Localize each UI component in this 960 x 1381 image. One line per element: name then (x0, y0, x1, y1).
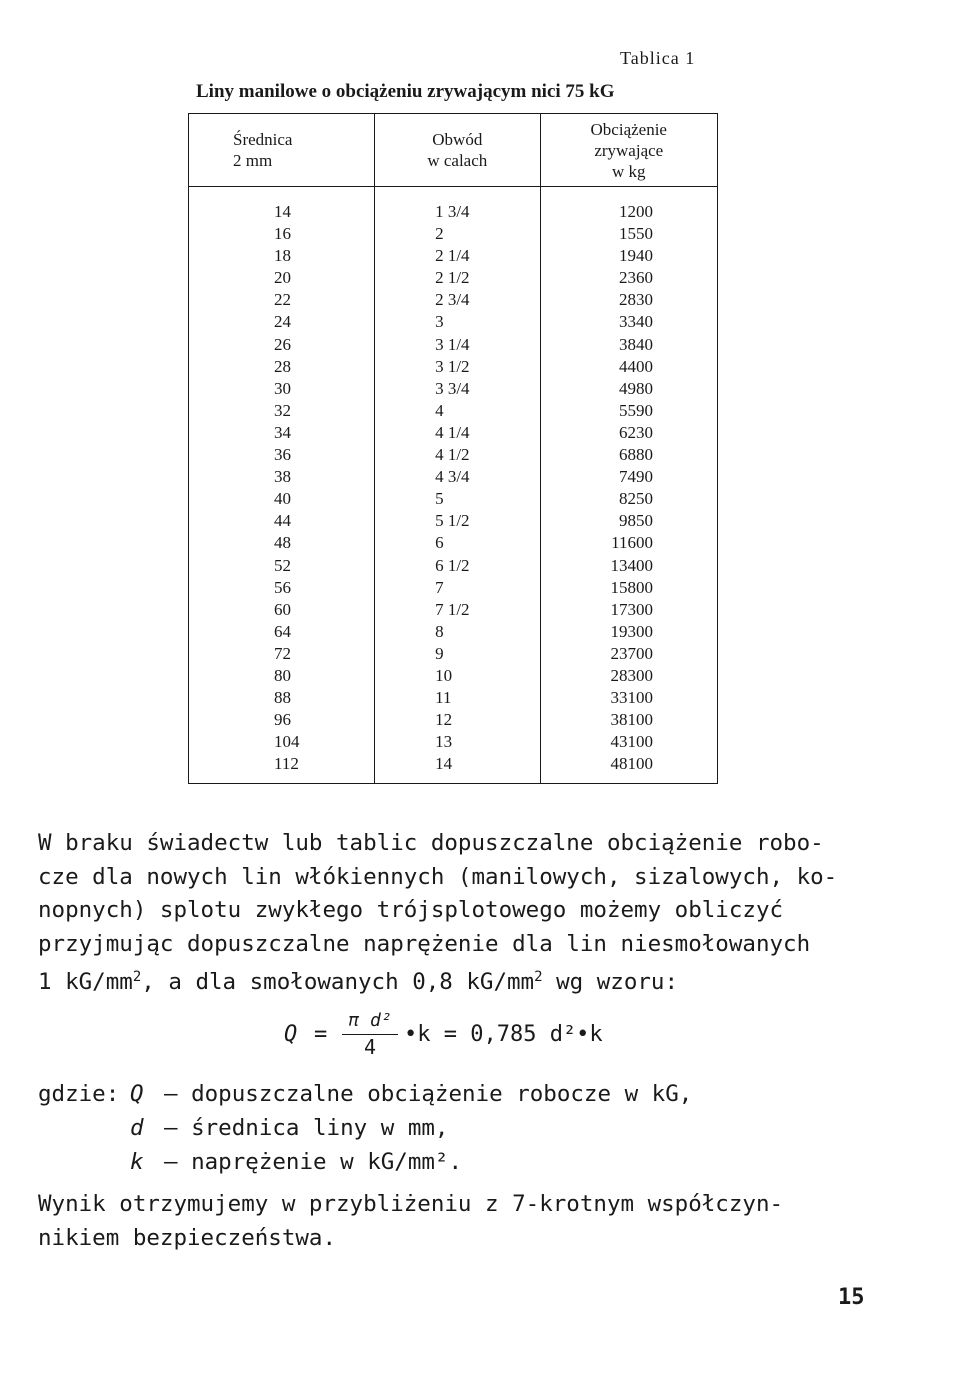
cell-breaking-load: 13400 (540, 555, 717, 577)
cell-circumference: 12 (375, 709, 540, 731)
cell-diameter: 24 (189, 311, 375, 333)
paragraph-line: cze dla nowych lin włókiennych (manilowych, sizalowych, ko- (38, 863, 838, 890)
cell-breaking-load: 17300 (540, 599, 717, 621)
table-row (189, 187, 718, 224)
table-row (189, 555, 718, 577)
rope-load-table (188, 113, 718, 784)
cell-diameter: 36 (189, 444, 375, 466)
cell-circumference: 14 (375, 753, 540, 784)
cell-breaking-load: 9850 (540, 510, 717, 532)
formula-rest: •k = 0,785 d²•k (404, 1022, 603, 1047)
cell-circumference: 3 1/4 (375, 334, 540, 356)
definition-symbol: Q (130, 1081, 144, 1107)
cell-diameter: 32 (189, 400, 375, 422)
cell-diameter: 64 (189, 621, 375, 643)
cell-breaking-load: 1200 (540, 187, 717, 224)
cell-diameter: 20 (189, 267, 375, 289)
cell-circumference: 4 3/4 (375, 466, 540, 488)
cell-breaking-load: 2830 (540, 289, 717, 311)
table-row (189, 687, 718, 709)
cell-diameter: 88 (189, 687, 375, 709)
table-row (189, 400, 718, 422)
table-row (189, 267, 718, 289)
formula-numerator: π d² (348, 1010, 392, 1031)
cell-diameter: 52 (189, 555, 375, 577)
table-row (189, 378, 718, 400)
table-row (189, 422, 718, 444)
column-header-circumference: Obwód w calach (375, 114, 540, 187)
cell-diameter: 80 (189, 665, 375, 687)
cell-diameter: 16 (189, 223, 375, 245)
table-row (189, 334, 718, 356)
formula-denominator: 4 (363, 1035, 377, 1059)
cell-circumference: 7 (375, 577, 540, 599)
cell-circumference: 4 1/4 (375, 422, 540, 444)
paragraph-line: przyjmując dopuszczalne naprężenie dla lin niesmołowanych (38, 930, 811, 957)
table-header-row (189, 114, 718, 187)
definition-text: — średnica liny w mm, (164, 1115, 449, 1141)
cell-diameter: 38 (189, 466, 375, 488)
table-row (189, 709, 718, 731)
definition-text: — dopuszczalne obciążenie robocze w kG, (164, 1081, 693, 1107)
table-row (189, 510, 718, 532)
definition-text: — naprężenie w kG/mm². (164, 1149, 463, 1175)
cell-circumference: 3 1/2 (375, 356, 540, 378)
cell-diameter: 14 (189, 187, 375, 224)
cell-breaking-load: 1940 (540, 245, 717, 267)
table-row (189, 665, 718, 687)
formula-lhs: Q (284, 1022, 298, 1047)
cell-breaking-load: 33100 (540, 687, 717, 709)
table-row (189, 245, 718, 267)
cell-circumference: 5 1/2 (375, 510, 540, 532)
cell-breaking-load: 23700 (540, 643, 717, 665)
cell-circumference: 4 (375, 400, 540, 422)
page-number: 15 (838, 1285, 865, 1310)
cell-circumference: 10 (375, 665, 540, 687)
table-row (189, 488, 718, 510)
cell-circumference: 1 3/4 (375, 187, 540, 224)
cell-diameter: 18 (189, 245, 375, 267)
table-body (189, 187, 718, 784)
cell-breaking-load: 3840 (540, 334, 717, 356)
cell-breaking-load: 1550 (540, 223, 717, 245)
table-row (189, 643, 718, 665)
table-row (189, 753, 718, 784)
table-row (189, 599, 718, 621)
table-title: Liny manilowe o obciążeniu zrywającym nici 75 kG (196, 81, 615, 102)
cell-circumference: 3 (375, 311, 540, 333)
definition-symbol: d (130, 1115, 144, 1141)
cell-diameter: 34 (189, 422, 375, 444)
cell-diameter: 48 (189, 532, 375, 554)
table-label: Tablica 1 (620, 48, 696, 68)
cell-breaking-load: 6880 (540, 444, 717, 466)
table-row (189, 731, 718, 753)
intro-paragraph (38, 827, 908, 1000)
cell-circumference: 6 1/2 (375, 555, 540, 577)
cell-breaking-load: 5590 (540, 400, 717, 422)
definitions-lead: gdzie: (38, 1081, 120, 1107)
paragraph-line: Wynik otrzymujemy w przybliżeniu z 7-krotnym współczyn- (38, 1191, 784, 1217)
cell-diameter: 104 (189, 731, 375, 753)
cell-circumference: 6 (375, 532, 540, 554)
cell-breaking-load: 19300 (540, 621, 717, 643)
conclusion-paragraph (38, 1188, 908, 1255)
cell-breaking-load: 4980 (540, 378, 717, 400)
cell-diameter: 60 (189, 599, 375, 621)
cell-breaking-load: 11600 (540, 532, 717, 554)
cell-diameter: 26 (189, 334, 375, 356)
cell-breaking-load: 2360 (540, 267, 717, 289)
definition-symbol: k (130, 1149, 144, 1175)
table-row (189, 289, 718, 311)
cell-circumference: 11 (375, 687, 540, 709)
table-row (189, 532, 718, 554)
cell-breaking-load: 8250 (540, 488, 717, 510)
cell-breaking-load: 38100 (540, 709, 717, 731)
cell-circumference: 2 1/2 (375, 267, 540, 289)
table-row (189, 356, 718, 378)
table-row (189, 311, 718, 333)
table-row (189, 223, 718, 245)
cell-breaking-load: 6230 (540, 422, 717, 444)
table-row (189, 466, 718, 488)
paragraph-line: W braku świadectw lub tablic dopuszczalne obciążenie robo- (38, 830, 824, 856)
formula-equals: = (314, 1022, 328, 1047)
cell-breaking-load: 7490 (540, 466, 717, 488)
cell-breaking-load: 48100 (540, 753, 717, 784)
cell-circumference: 2 (375, 223, 540, 245)
table-row (189, 577, 718, 599)
cell-diameter: 28 (189, 356, 375, 378)
cell-breaking-load: 28300 (540, 665, 717, 687)
cell-diameter: 72 (189, 643, 375, 665)
paragraph-line: nikiem bezpieczeństwa. (38, 1224, 337, 1251)
cell-circumference: 9 (375, 643, 540, 665)
cell-diameter: 112 (189, 753, 375, 784)
paragraph-line: 1 $kG/mm^2$, a dla smołowanych 0,8 $kG/mm^2$ wg wzoru: (38, 969, 679, 995)
table-row (189, 621, 718, 643)
cell-breaking-load: 15800 (540, 577, 717, 599)
cell-breaking-load: 43100 (540, 731, 717, 753)
cell-circumference: 4 1/2 (375, 444, 540, 466)
formula-fraction (340, 1010, 400, 1059)
cell-circumference: 8 (375, 621, 540, 643)
cell-circumference: 2 3/4 (375, 289, 540, 311)
cell-circumference: 2 1/4 (375, 245, 540, 267)
cell-diameter: 30 (189, 378, 375, 400)
cell-circumference: 3 3/4 (375, 378, 540, 400)
paragraph-line: nopnych) splotu zwykłego trójsplotowego możemy obliczyć (38, 897, 784, 923)
cell-diameter: 96 (189, 709, 375, 731)
cell-circumference: 7 1/2 (375, 599, 540, 621)
cell-diameter: 44 (189, 510, 375, 532)
column-header-breaking-load: Obciążenie zrywające w kg (540, 114, 717, 187)
column-header-diameter: Średnica 2 mm (189, 114, 375, 187)
cell-diameter: 22 (189, 289, 375, 311)
table-row (189, 444, 718, 466)
cell-breaking-load: 4400 (540, 356, 717, 378)
cell-diameter: 40 (189, 488, 375, 510)
cell-diameter: 56 (189, 577, 375, 599)
cell-circumference: 13 (375, 731, 540, 753)
cell-breaking-load: 3340 (540, 311, 717, 333)
cell-circumference: 5 (375, 488, 540, 510)
